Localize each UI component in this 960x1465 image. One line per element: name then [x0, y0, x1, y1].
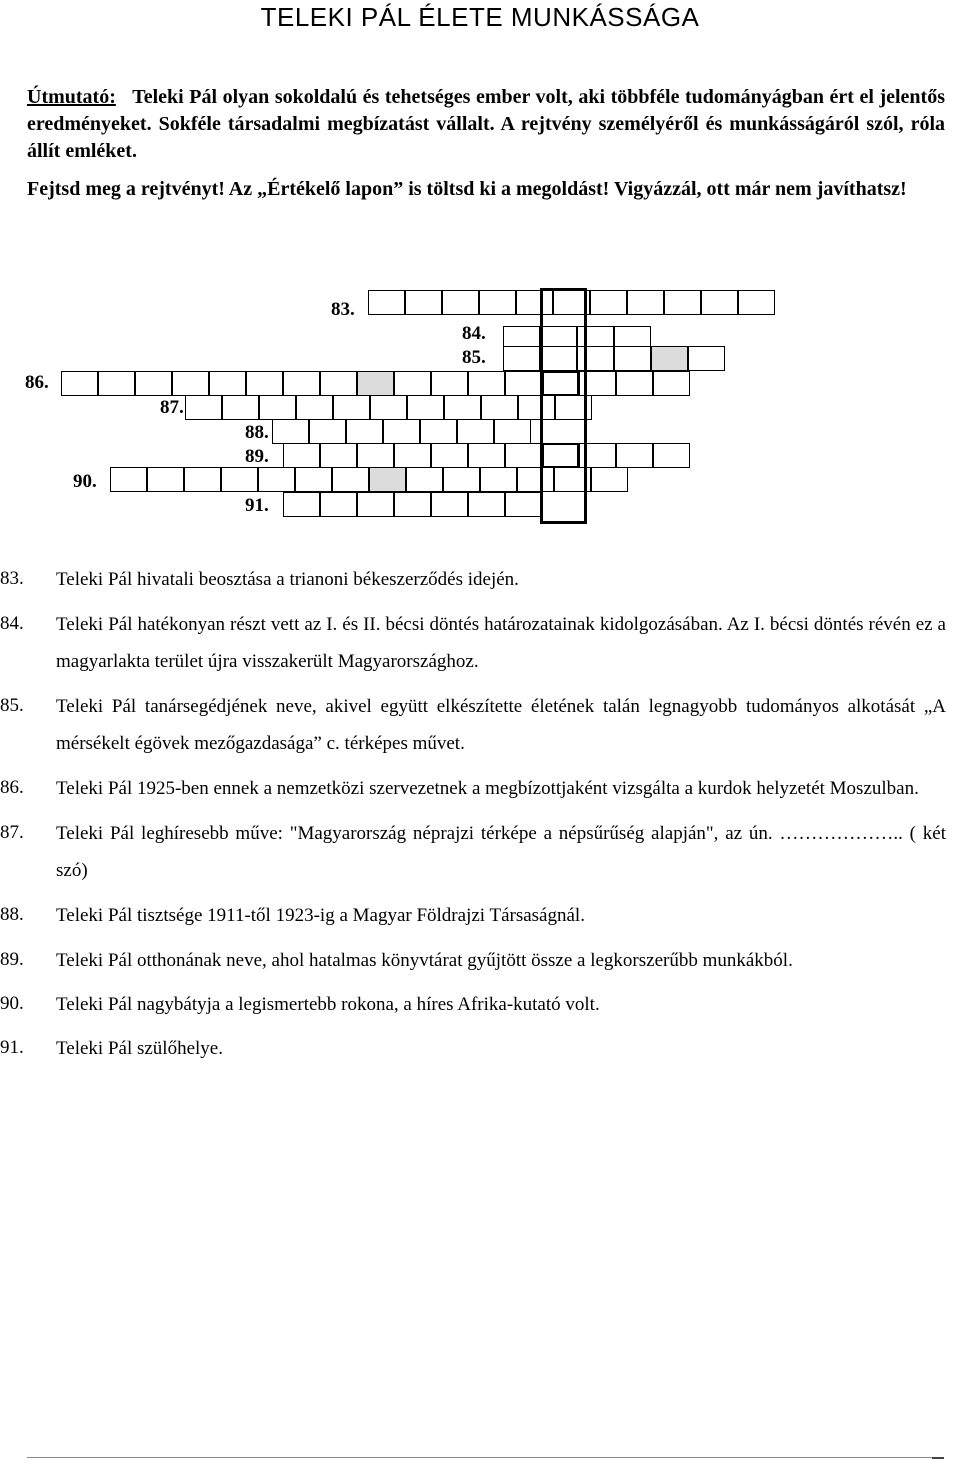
- crossword-cell[interactable]: [738, 290, 775, 315]
- crossword-cell[interactable]: [505, 492, 542, 517]
- crossword-cell[interactable]: [480, 467, 517, 492]
- crossword-cell[interactable]: [590, 290, 627, 315]
- footer-mark: [932, 1457, 944, 1459]
- crossword-cell[interactable]: [468, 371, 505, 396]
- crossword-cell[interactable]: [479, 290, 516, 315]
- crossword-cell[interactable]: [283, 492, 320, 517]
- crossword-cell[interactable]: [505, 443, 542, 468]
- crossword-cell[interactable]: [503, 346, 540, 371]
- clue-item-90: [0, 992, 946, 1023]
- crossword-cell[interactable]: [320, 492, 357, 517]
- crossword-cell[interactable]: [701, 290, 738, 315]
- crossword-cell[interactable]: [357, 443, 394, 468]
- clue-list: [0, 567, 946, 1080]
- clue-item-86: [0, 776, 946, 807]
- clue-label-83: 83.: [331, 299, 355, 320]
- crossword-cell[interactable]: [110, 467, 147, 492]
- clue-item-84: [0, 612, 946, 680]
- crossword-cell[interactable]: [406, 467, 443, 492]
- crossword-cell[interactable]: [394, 443, 431, 468]
- crossword-cell[interactable]: [147, 467, 184, 492]
- crossword-cell[interactable]: [185, 395, 222, 420]
- crossword-cell[interactable]: [295, 467, 332, 492]
- crossword-cell[interactable]: [540, 346, 577, 371]
- crossword-cell[interactable]: [444, 395, 481, 420]
- clue-item-87: [0, 821, 946, 889]
- instructions: [27, 84, 945, 203]
- crossword-cell[interactable]: [481, 395, 518, 420]
- clue-text: Teleki Pál hivatali beosztása a trianoni békeszerződés idején.: [56, 569, 519, 590]
- crossword-cell[interactable]: [309, 419, 346, 444]
- crossword-cell[interactable]: [468, 492, 505, 517]
- crossword-cell[interactable]: [357, 492, 394, 517]
- crossword-cell[interactable]: [272, 419, 309, 444]
- crossword-cell[interactable]: [346, 419, 383, 444]
- crossword-cell[interactable]: [579, 443, 616, 468]
- crossword-cell[interactable]: [553, 290, 590, 315]
- crossword-cell[interactable]: [579, 371, 616, 396]
- crossword-cell[interactable]: [394, 371, 431, 396]
- clue-item-91: [0, 1036, 946, 1067]
- crossword-grid: [0, 285, 960, 530]
- clue-text: Teleki Pál tisztsége 1911-től 1923-ig a Magyar Földrajzi Társaságnál.: [56, 905, 585, 926]
- clue-number: 83.: [0, 568, 24, 589]
- crossword-cell[interactable]: [209, 371, 246, 396]
- crossword-cell[interactable]: [369, 467, 406, 492]
- crossword-cell[interactable]: [442, 290, 479, 315]
- crossword-cell[interactable]: [468, 443, 505, 468]
- crossword-cell[interactable]: [577, 346, 614, 371]
- clue-text: Teleki Pál szülőhelye.: [56, 1038, 223, 1059]
- clue-text: Teleki Pál leghíresebb műve: "Magyarország néprajzi térképe a népsűrűség alapján", az ún. ……………….. ( két szó): [56, 823, 946, 881]
- crossword-cell[interactable]: [554, 467, 591, 492]
- crossword-cell[interactable]: [542, 371, 579, 396]
- crossword-cell[interactable]: [627, 290, 664, 315]
- crossword-cell[interactable]: [457, 419, 494, 444]
- crossword-cell[interactable]: [221, 467, 258, 492]
- crossword-cell[interactable]: [332, 467, 369, 492]
- clue-item-85: [0, 694, 946, 762]
- clue-label-89: 89.: [245, 446, 269, 467]
- clue-item-89: [0, 948, 946, 979]
- crossword-cell[interactable]: [653, 443, 690, 468]
- page-title: TELEKI PÁL ÉLETE MUNKÁSSÁGA: [260, 2, 700, 32]
- crossword-cell[interactable]: [518, 395, 555, 420]
- clue-label-84: 84.: [462, 323, 486, 344]
- crossword-cell[interactable]: [653, 371, 690, 396]
- crossword-cell[interactable]: [431, 371, 468, 396]
- crossword-cell[interactable]: [172, 371, 209, 396]
- crossword-cell[interactable]: [517, 467, 554, 492]
- crossword-cell[interactable]: [651, 346, 688, 371]
- crossword-cell[interactable]: [591, 467, 628, 492]
- crossword-cell[interactable]: [246, 371, 283, 396]
- crossword-cell[interactable]: [222, 395, 259, 420]
- clue-number: 88.: [0, 904, 24, 925]
- crossword-cell[interactable]: [357, 371, 394, 396]
- clue-item-88: [0, 903, 946, 934]
- crossword-cell[interactable]: [505, 371, 542, 396]
- crossword-cell[interactable]: [420, 419, 457, 444]
- crossword-cell[interactable]: [443, 467, 480, 492]
- clue-number: 87.: [0, 822, 24, 843]
- clue-text: Teleki Pál hatékonyan részt vett az I. és II. bécsi döntés határozatainak kidolgozásában. Az I. bécsi döntés révén ez a magyarlakta terület újra visszakerült Magyarországhoz.: [56, 614, 946, 672]
- crossword-cell[interactable]: [394, 492, 431, 517]
- clue-number: 90.: [0, 993, 24, 1014]
- crossword-cell[interactable]: [555, 395, 592, 420]
- crossword-cell[interactable]: [320, 371, 357, 396]
- crossword-cell[interactable]: [431, 443, 468, 468]
- clue-label-90: 90.: [73, 471, 97, 492]
- crossword-cell[interactable]: [431, 492, 468, 517]
- crossword-cell[interactable]: [61, 371, 98, 396]
- clue-label-87: 87.: [160, 397, 184, 418]
- crossword-cell[interactable]: [320, 443, 357, 468]
- crossword-cell[interactable]: [614, 346, 651, 371]
- crossword-cell[interactable]: [333, 395, 370, 420]
- instructions-label: Útmutató:: [27, 86, 116, 108]
- clue-number: 85.: [0, 695, 24, 716]
- clue-text: Teleki Pál otthonának neve, ahol hatalmas könyvtárat gyűjtött össze a legkorszerűbb munkákból.: [56, 950, 793, 971]
- crossword-cell[interactable]: [664, 290, 701, 315]
- crossword-cell[interactable]: [283, 443, 320, 468]
- clue-number: 89.: [0, 949, 24, 970]
- clue-text: Teleki Pál nagybátyja a legismertebb rokona, a híres Afrika-kutató volt.: [56, 994, 600, 1015]
- crossword-cell[interactable]: [258, 467, 295, 492]
- clue-number: 84.: [0, 613, 24, 634]
- crossword-cell[interactable]: [135, 371, 172, 396]
- clue-item-83: [0, 567, 946, 598]
- crossword-cell[interactable]: [296, 395, 333, 420]
- clue-label-91: 91.: [245, 495, 269, 516]
- clue-text: Teleki Pál tanársegédjének neve, akivel együtt elkészítette életének talán legnagyobb tudományos alkotását „A mérsékelt égövek mezőgazdasága” c. térképes művet.: [56, 696, 946, 754]
- crossword-cell[interactable]: [616, 371, 653, 396]
- clue-label-85: 85.: [462, 347, 486, 368]
- crossword-cell[interactable]: [688, 346, 725, 371]
- clue-label-88: 88.: [245, 422, 269, 443]
- crossword-cell[interactable]: [542, 443, 579, 468]
- crossword-cell[interactable]: [405, 290, 442, 315]
- footer-rule: [27, 1457, 932, 1458]
- clue-number: 91.: [0, 1037, 24, 1058]
- crossword-cell[interactable]: [259, 395, 296, 420]
- crossword-cell[interactable]: [407, 395, 444, 420]
- clue-number: 86.: [0, 777, 24, 798]
- crossword-cell[interactable]: [283, 371, 320, 396]
- crossword-cell[interactable]: [98, 371, 135, 396]
- crossword-cell[interactable]: [494, 419, 531, 444]
- crossword-cell[interactable]: [184, 467, 221, 492]
- crossword-cell[interactable]: [616, 443, 653, 468]
- clue-text: Teleki Pál 1925-ben ennek a nemzetközi szervezetnek a megbízottjaként vizsgálta a kurdok helyzetét Moszulban.: [56, 778, 919, 799]
- crossword-cell[interactable]: [516, 290, 553, 315]
- crossword-cell[interactable]: [383, 419, 420, 444]
- crossword-cell[interactable]: [370, 395, 407, 420]
- clue-label-86: 86.: [25, 372, 49, 393]
- instructions-text: Teleki Pál olyan sokoldalú és tehetséges ember volt, aki többféle tudományágban ért el jelentős eredményeket. Sokféle társadalmi megbízatást vállalt. A rejtvény személyéről és munkásságáról szól, róla állít emléket.: [27, 86, 946, 162]
- crossword-cell[interactable]: [368, 290, 405, 315]
- instructions-task: Fejtsd meg a rejtvényt! Az „Értékelő lapon” is töltsd ki a megoldást! Vigyázzál, ott már nem javíthatsz!: [27, 178, 907, 200]
